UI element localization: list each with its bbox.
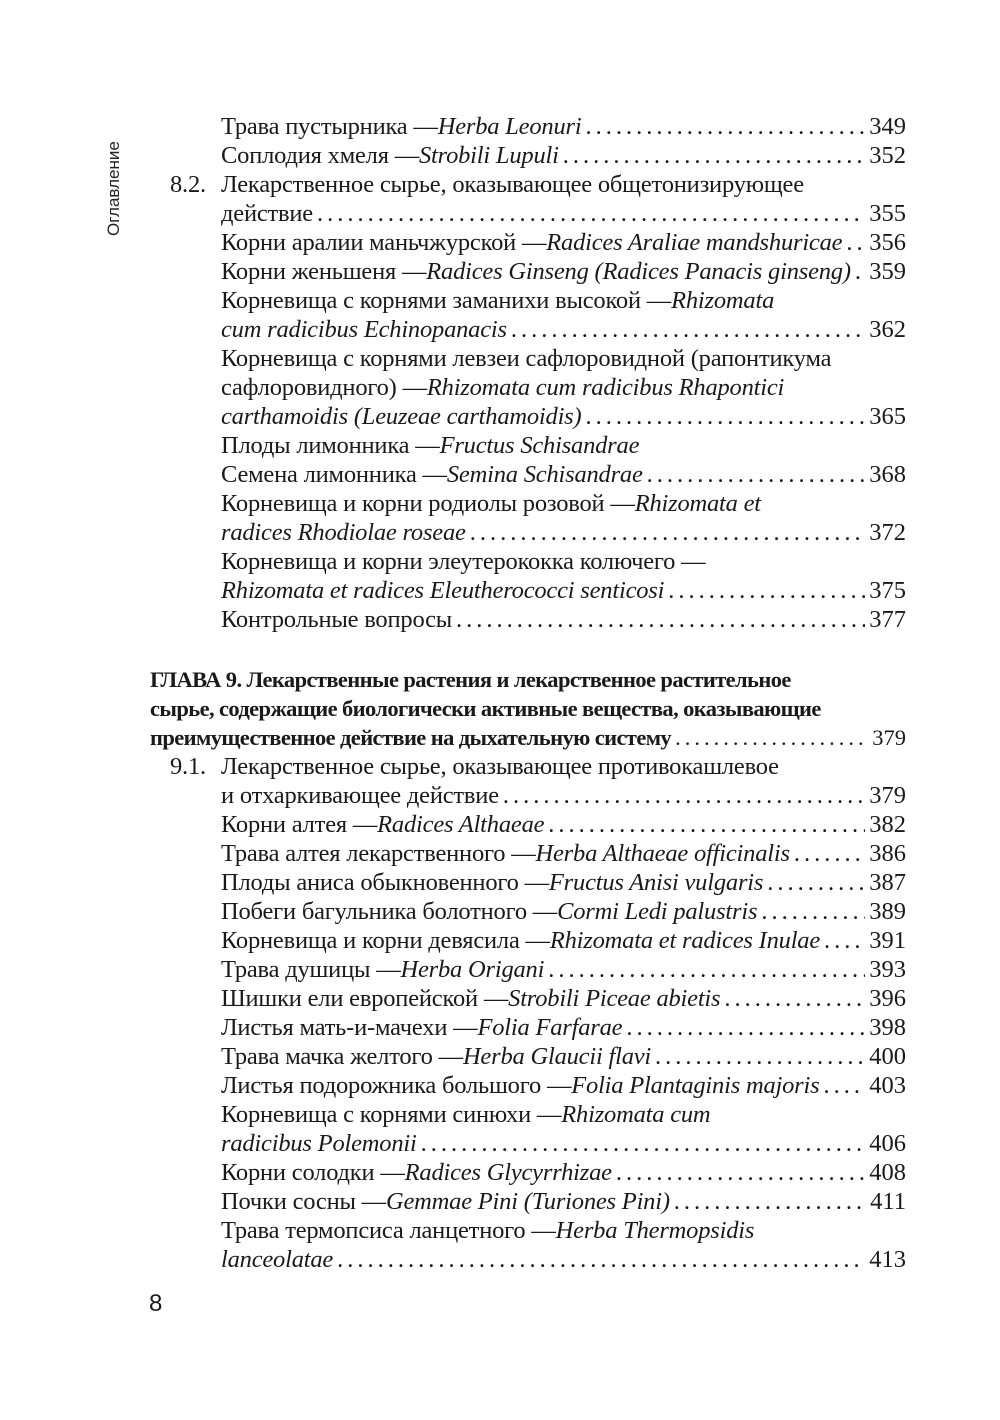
dot-leader (761, 897, 865, 926)
page-ref: 349 (869, 113, 906, 140)
latin-name: Gemmae Pini (Turiones Pini) (385, 1188, 670, 1215)
page-ref: 355 (869, 200, 906, 227)
toc-entry-line (150, 373, 906, 402)
toc-entry-line[interactable] (150, 605, 906, 634)
dot-leader (585, 112, 865, 141)
toc-entry-line[interactable] (150, 315, 906, 344)
page-ref: 406 (869, 1130, 906, 1157)
toc-entry-line[interactable] (150, 141, 906, 170)
page-ref: 352 (869, 142, 906, 169)
latin-name: Herba Glaucii flavi (462, 1043, 652, 1070)
toc-entry-line[interactable] (150, 228, 906, 257)
page-ref: 365 (869, 403, 906, 430)
latin-name: Semina Schisandrae (446, 461, 643, 488)
entry-title: Плоды аниса обыкновенного — (221, 869, 549, 896)
dot-leader (647, 460, 866, 489)
running-header: Оглавление (104, 141, 123, 236)
page-ref: 379 (872, 725, 906, 750)
chapter-heading-line (150, 665, 906, 694)
toc-entry-line[interactable] (150, 112, 906, 141)
toc-entry-line (150, 752, 906, 781)
latin-name: Radices Ginseng (Radices Panacis ginseng) (426, 258, 851, 285)
dot-leader (616, 1158, 865, 1187)
latin-name: Rhizomata et radices Eleutherococci senticosi (221, 577, 665, 604)
entry-title: Листья подорожника большого — (221, 1072, 572, 1099)
entry-title: Корневища и корни элеутерококка колючего — (221, 548, 706, 575)
page-ref: 372 (869, 519, 906, 546)
entry-title: Корни аралии маньчжурской — (221, 229, 547, 256)
toc-entry-line[interactable] (150, 1071, 906, 1100)
dot-leader (548, 810, 865, 839)
toc-entry-line (150, 1100, 906, 1129)
toc-entry-line[interactable] (150, 984, 906, 1013)
toc-entry-line[interactable] (150, 402, 906, 431)
dot-leader (503, 781, 865, 810)
latin-name: Radices Glycyrrhizae (404, 1159, 612, 1186)
page-ref: 396 (869, 985, 906, 1012)
entry-title: Корневища с корнями левзеи сафлоровидной (рапонтикума (221, 345, 832, 372)
page-ref: 403 (869, 1072, 906, 1099)
toc-entry-line[interactable] (150, 199, 906, 228)
chapter-heading-line (150, 694, 906, 723)
toc-entry-line[interactable] (150, 868, 906, 897)
latin-name: radicibus Polemonii (221, 1130, 417, 1157)
entry-title: Корневища и корни родиолы розовой — (221, 490, 635, 517)
dot-leader (563, 141, 866, 170)
page-ref: 398 (869, 1014, 906, 1041)
toc-entry-line[interactable] (150, 1245, 906, 1274)
entry-title: Трава термопсиса ланцетного — (221, 1217, 556, 1244)
entry-title: Почки сосны — (221, 1188, 386, 1215)
page-ref: 362 (869, 316, 906, 343)
latin-name: Folia Farfarae (477, 1014, 623, 1041)
page-ref: 377 (869, 606, 906, 633)
toc-entry-line[interactable] (150, 810, 906, 839)
toc-entry-line[interactable] (150, 897, 906, 926)
latin-name: cum radicibus Echinopanacis (221, 316, 507, 343)
toc-entry-line[interactable] (150, 1013, 906, 1042)
dot-leader (456, 605, 865, 634)
latin-name: Strobili Piceae abietis (508, 985, 721, 1012)
dot-leader (470, 518, 866, 547)
latin-name: Herba Thermopsidis (555, 1217, 755, 1244)
toc-entry-line[interactable] (150, 1158, 906, 1187)
entry-title: Лекарственное сырье, оказывающее общетонизирующее (221, 171, 804, 198)
entry-title: Корневища и корни девясила — (221, 927, 550, 954)
page-ref: 382 (869, 811, 906, 838)
page-ref: 375 (869, 577, 906, 604)
latin-name: radices Rhodiolae roseae (221, 519, 466, 546)
page-ref: 389 (869, 898, 906, 925)
latin-name: Radices Araliae mandshuricae (546, 229, 843, 256)
toc-entry-line[interactable] (150, 1042, 906, 1071)
dot-leader (674, 1187, 866, 1216)
page-ref: 411 (870, 1188, 906, 1215)
entry-title: Трава алтея лекарственного — (221, 840, 536, 867)
toc-entry-line[interactable] (150, 1129, 906, 1158)
toc-entry-line[interactable] (150, 839, 906, 868)
latin-name: Herba Leonuri (437, 113, 582, 140)
toc-entry-line[interactable] (150, 781, 906, 810)
toc-entry-line[interactable] (150, 1187, 906, 1216)
latin-name: Radices Althaeae (377, 811, 545, 838)
page-ref: 379 (869, 782, 906, 809)
toc-entry-line (150, 286, 906, 315)
toc-entry-line[interactable] (150, 460, 906, 489)
toc-entry-line (150, 170, 906, 199)
toc-entry-line[interactable] (150, 926, 906, 955)
dot-leader (794, 839, 865, 868)
toc-entry-line[interactable] (150, 257, 906, 286)
dot-leader (675, 723, 868, 752)
page-ref: 359 (869, 258, 906, 285)
section-number: 9.1. (170, 753, 206, 780)
dot-leader (317, 199, 865, 228)
page-ref: 391 (869, 927, 906, 954)
entry-title: Корни солодки — (221, 1159, 405, 1186)
latin-name: Herba Origani (400, 956, 545, 983)
entry-title: Семена лимонника — (221, 461, 447, 488)
section-number: 8.2. (170, 171, 206, 198)
entry-title: Шишки ели европейской — (221, 985, 509, 1012)
toc-entry-line[interactable] (150, 576, 906, 605)
entry-title: Листья мать-и-мачехи — (221, 1014, 478, 1041)
page-ref: 368 (869, 461, 906, 488)
dot-leader (724, 984, 865, 1013)
latin-name: Cormi Ledi palustris (557, 898, 758, 925)
page-ref: 356 (869, 229, 906, 256)
entry-title: действие (221, 200, 313, 227)
dot-leader (846, 228, 865, 257)
entry-title: Плоды лимонника — (221, 432, 440, 459)
latin-name: Folia Plantaginis majoris (571, 1072, 820, 1099)
chapter-heading-line[interactable] (150, 723, 906, 752)
dot-leader (585, 402, 865, 431)
entry-title: Корневища с корнями заманихи высокой — (221, 287, 672, 314)
entry-title: Соплодия хмеля — (221, 142, 419, 169)
latin-name: Fructus Anisi vulgaris (548, 869, 764, 896)
entry-title: ГЛАВА 9. Лекарственные растения и лекарственное растительное (150, 667, 791, 692)
latin-name: Strobili Lupuli (419, 142, 559, 169)
latin-name: Rhizomata cum (561, 1101, 711, 1128)
latin-name: lanceolatae (221, 1246, 334, 1273)
page-ref: 408 (869, 1159, 906, 1186)
page-ref: 413 (869, 1246, 906, 1273)
dot-leader (823, 1071, 865, 1100)
entry-title: Трава мачка желтого — (221, 1043, 463, 1070)
dot-leader (337, 1245, 865, 1274)
latin-name: Herba Althaeae officinalis (535, 840, 790, 867)
page-ref: 400 (869, 1043, 906, 1070)
latin-name: Rhizomata cum radicibus Rhapontici (426, 374, 785, 401)
entry-title: Корневища с корнями синюхи — (221, 1101, 562, 1128)
toc-entry-line (150, 547, 906, 576)
toc-entry-line (150, 1216, 906, 1245)
latin-name: Rhizomata et (634, 490, 761, 517)
latin-name: Rhizomata et radices Inulae (549, 927, 821, 954)
dot-leader (767, 868, 865, 897)
entry-title: Лекарственное сырье, оказывающее противокашлевое (221, 753, 779, 780)
table-of-contents (150, 112, 906, 1274)
entry-title: Трава пустырника — (221, 113, 438, 140)
entry-title: Корни алтея — (221, 811, 378, 838)
dot-leader (548, 955, 865, 984)
dot-leader (626, 1013, 865, 1042)
page-ref: 387 (869, 869, 906, 896)
toc-entry-line (150, 431, 906, 460)
entry-title: Трава душицы — (221, 956, 401, 983)
dot-leader (855, 257, 865, 286)
entry-title: сырье, содержащие биологически активные вещества, оказывающие (150, 696, 821, 721)
page-ref: 393 (869, 956, 906, 983)
dot-leader (655, 1042, 865, 1071)
entry-title: сафлоровидного) — (221, 374, 427, 401)
toc-entry-line (150, 344, 906, 373)
dot-leader (511, 315, 865, 344)
toc-entry-line[interactable] (150, 955, 906, 984)
toc-entry-line (150, 489, 906, 518)
entry-title: Контрольные вопросы (221, 606, 453, 633)
latin-name: Rhizomata (671, 287, 775, 314)
toc-entry-line[interactable] (150, 518, 906, 547)
dot-leader (824, 926, 865, 955)
entry-title: Побеги багульника болотного — (221, 898, 558, 925)
page-number: 8 (149, 1290, 163, 1317)
dot-leader (421, 1129, 866, 1158)
entry-title: Корни женьшеня — (221, 258, 427, 285)
dot-leader (668, 576, 865, 605)
entry-title: и отхаркивающее действие (221, 782, 499, 809)
latin-name: carthamoidis (Leuzeae carthamoidis) (221, 403, 582, 430)
latin-name: Fructus Schisandrae (439, 432, 640, 459)
page-ref: 386 (869, 840, 906, 867)
entry-title: преимущественное действие на дыхательную систему (150, 725, 672, 750)
